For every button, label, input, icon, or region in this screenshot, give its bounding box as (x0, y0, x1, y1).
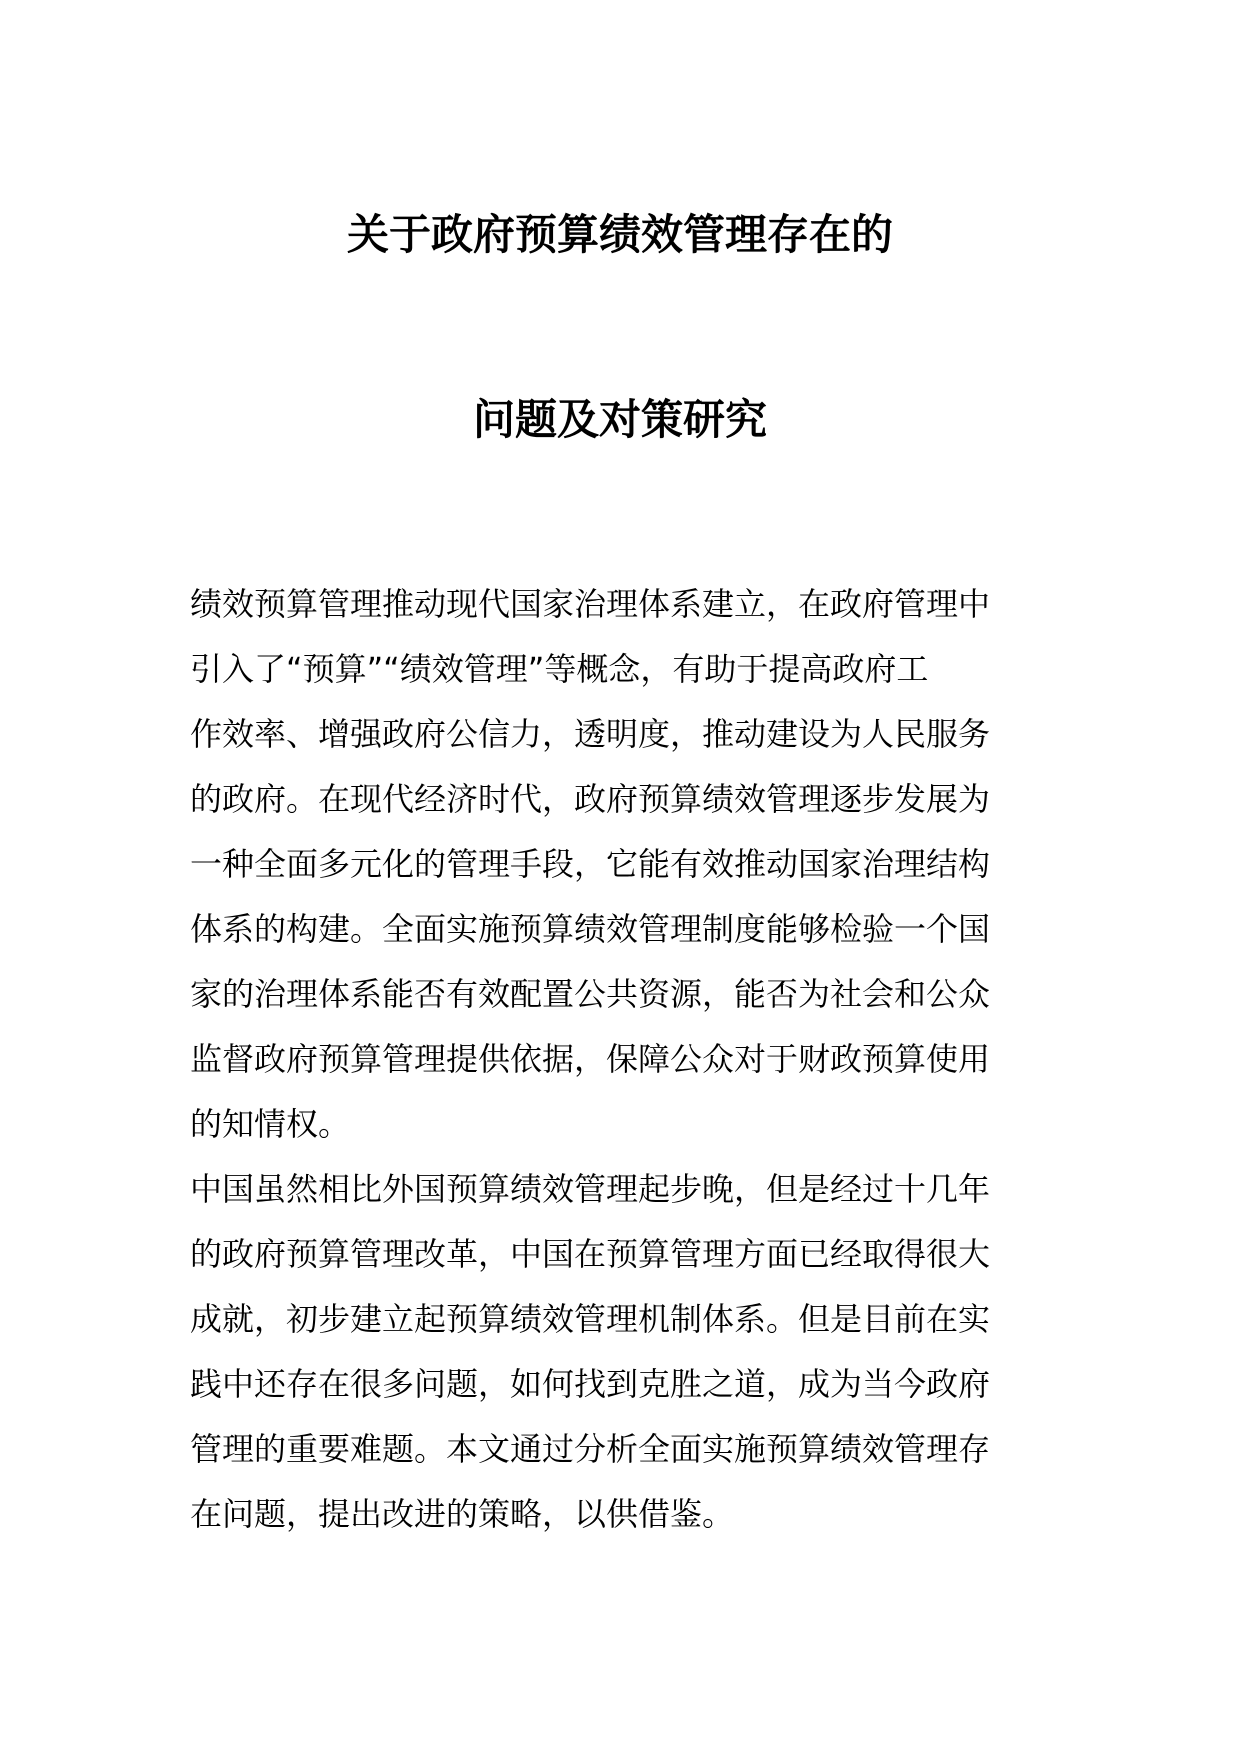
paragraph-line: 成就，初步建立起预算绩效管理机制体系。但是目前在实 (190, 1300, 991, 1338)
paragraph-line: 管理的重要难题。本文通过分析全面实施预算绩效管理存 (190, 1430, 991, 1468)
paragraph-line: 作效率、增强政府公信力，透明度，推动建设为人民服务 (190, 715, 991, 753)
paragraph-line: 家的治理体系能否有效配置公共资源，能否为社会和公众 (190, 975, 991, 1013)
paragraph-line: 的知情权。 (190, 1105, 351, 1143)
paragraph-line: 绩效预算管理推动现代国家治理体系建立，在政府管理中 (190, 585, 991, 623)
paragraph-line: 体系的构建。全面实施预算绩效管理制度能够检验一个国 (190, 910, 991, 948)
paragraph-line: 中国虽然相比外国预算绩效管理起步晚，但是经过十几年 (190, 1170, 991, 1208)
title-line-1: 关于政府预算绩效管理存在的 (346, 210, 893, 259)
paragraph-line: 一种全面多元化的管理手段，它能有效推动国家治理结构 (190, 845, 991, 883)
paragraph-line: 的政府。在现代经济时代，政府预算绩效管理逐步发展为 (190, 780, 991, 818)
paragraph-line: 的政府预算管理改革，中国在预算管理方面已经取得很大 (190, 1235, 991, 1273)
title-line-2: 问题及对策研究 (472, 395, 767, 444)
paragraph-1 (190, 572, 1070, 1157)
paragraph-line: 践中还存在很多问题，如何找到克胜之道，成为当今政府 (190, 1365, 991, 1403)
paragraph-line: 监督政府预算管理提供依据，保障公众对于财政预算使用 (190, 1040, 991, 1078)
paragraph-2 (190, 1157, 1070, 1547)
paragraph-line: 引入了“预算”“绩效管理”等概念，有助于提高政府工 (190, 650, 929, 688)
paragraph-line: 在问题，提出改进的策略，以供借鉴。 (190, 1495, 735, 1533)
